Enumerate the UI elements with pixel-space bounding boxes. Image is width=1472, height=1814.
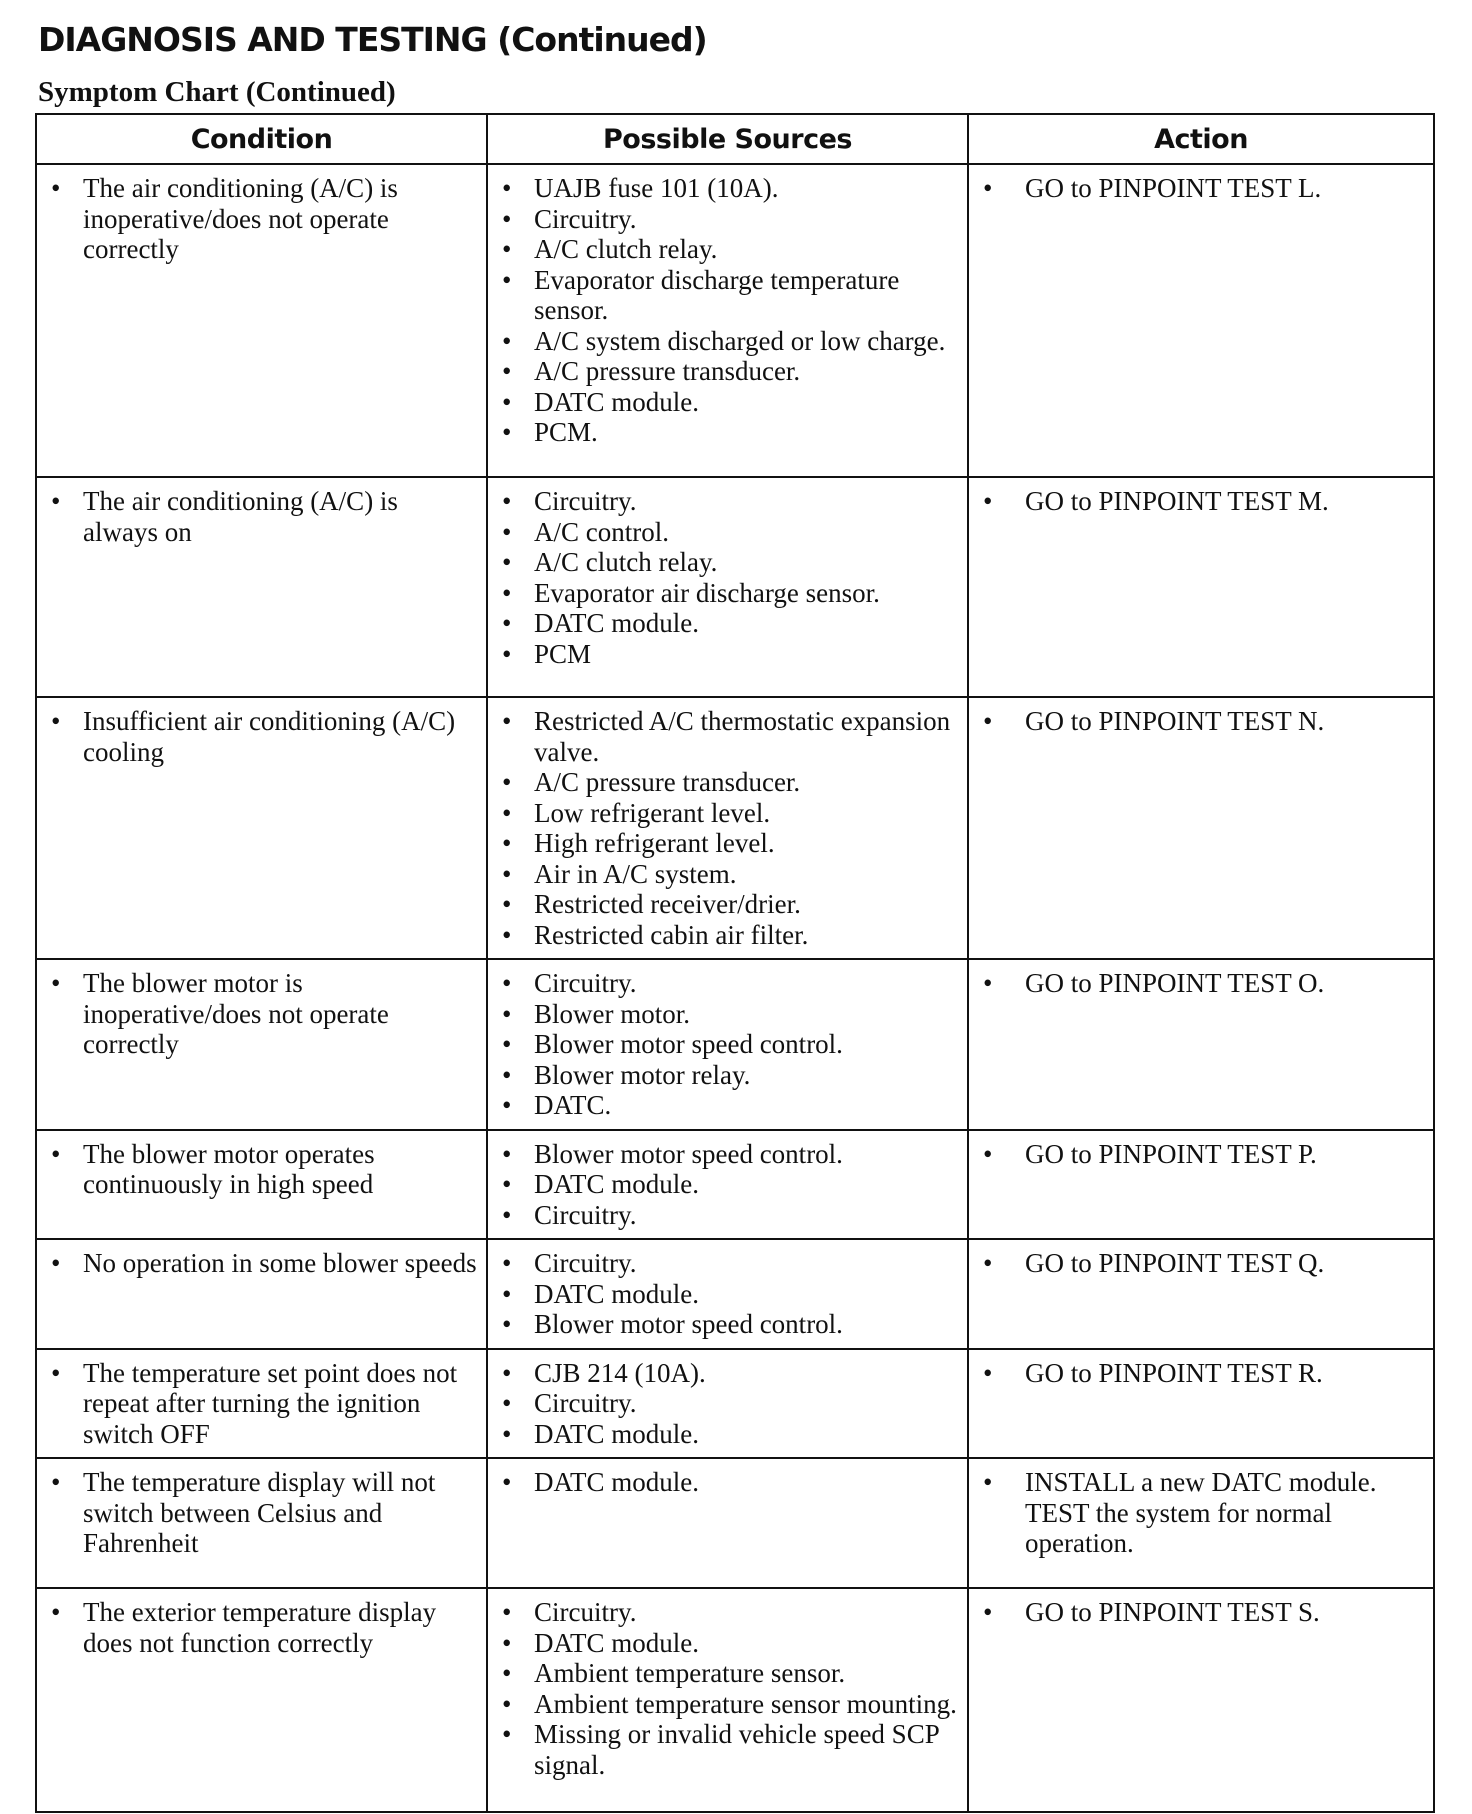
action-text: • GO to PINPOINT TEST R. <box>969 1358 1425 1389</box>
source-item: • Circuitry. <box>488 204 959 235</box>
condition-cell <box>36 697 487 959</box>
source-item: • Low refrigerant level. <box>488 798 959 829</box>
source-item: • PCM. <box>488 417 959 448</box>
action-cell <box>968 697 1434 959</box>
table-row <box>36 477 1434 697</box>
action-cell <box>968 959 1434 1130</box>
condition-cell <box>36 1349 487 1459</box>
source-item: • DATC module. <box>488 1419 959 1450</box>
sources-cell <box>487 1588 968 1812</box>
source-item: • Circuitry. <box>488 1388 959 1419</box>
source-item: • Circuitry. <box>488 1200 959 1231</box>
condition-cell <box>36 477 487 697</box>
source-item: • Air in A/C system. <box>488 859 959 890</box>
sources-cell <box>487 1239 968 1349</box>
action-text: • GO to PINPOINT TEST L. <box>969 173 1425 204</box>
source-item: • DATC module. <box>488 1628 959 1659</box>
header-possible-sources: Possible Sources <box>487 114 968 164</box>
source-item: • Ambient temperature sensor. <box>488 1658 959 1689</box>
source-item: • Circuitry. <box>488 1248 959 1279</box>
source-item: • DATC module. <box>488 1467 959 1498</box>
condition-text: • The exterior temperature display does not function correctly <box>37 1597 478 1658</box>
table-row <box>36 697 1434 959</box>
source-item: • Missing or invalid vehicle speed SCP signal. <box>488 1719 959 1780</box>
action-text: • GO to PINPOINT TEST O. <box>969 968 1425 999</box>
sources-cell <box>487 959 968 1130</box>
action-text: • GO to PINPOINT TEST M. <box>969 486 1425 517</box>
source-item: • A/C clutch relay. <box>488 234 959 265</box>
action-text: • INSTALL a new DATC module. TEST the system for normal operation. <box>969 1467 1425 1559</box>
source-item: • Circuitry. <box>488 968 959 999</box>
source-item: • CJB 214 (10A). <box>488 1358 959 1389</box>
source-item: • A/C control. <box>488 517 959 548</box>
action-text: • GO to PINPOINT TEST Q. <box>969 1248 1425 1279</box>
page-title: DIAGNOSIS AND TESTING (Continued) <box>38 20 707 59</box>
source-item: • Restricted A/C thermostatic expansion valve. <box>488 706 959 767</box>
table-row <box>36 1588 1434 1812</box>
action-cell <box>968 1130 1434 1240</box>
action-text: • GO to PINPOINT TEST N. <box>969 706 1425 737</box>
source-item: • Evaporator air discharge sensor. <box>488 578 959 609</box>
source-item: • Blower motor speed control. <box>488 1139 959 1170</box>
action-cell <box>968 1349 1434 1459</box>
source-item: • Restricted cabin air filter. <box>488 920 959 951</box>
symptom-chart-table <box>35 113 1435 1813</box>
action-cell <box>968 1588 1434 1812</box>
source-item: • A/C system discharged or low charge. <box>488 326 959 357</box>
header-condition: Condition <box>36 114 487 164</box>
source-item: • Evaporator discharge temperature sensor. <box>488 265 959 326</box>
source-item: • Blower motor speed control. <box>488 1029 959 1060</box>
source-item: • DATC module. <box>488 1279 959 1310</box>
condition-text: • The temperature display will not switch between Celsius and Fahrenheit <box>37 1467 478 1559</box>
table-row <box>36 959 1434 1130</box>
source-item: • Circuitry. <box>488 1597 959 1628</box>
table-header-row <box>36 114 1434 164</box>
condition-text: • The air conditioning (A/C) is always on <box>37 486 478 547</box>
condition-cell <box>36 1239 487 1349</box>
action-cell <box>968 477 1434 697</box>
condition-text: • No operation in some blower speeds <box>37 1248 478 1279</box>
table-row <box>36 164 1434 477</box>
source-item: • DATC module. <box>488 608 959 639</box>
section-subtitle: Symptom Chart (Continued) <box>38 76 396 108</box>
sources-cell <box>487 477 968 697</box>
sources-cell <box>487 697 968 959</box>
action-cell <box>968 1458 1434 1588</box>
condition-text: • Insufficient air conditioning (A/C) cooling <box>37 706 478 767</box>
sources-cell <box>487 1130 968 1240</box>
action-text: • GO to PINPOINT TEST P. <box>969 1139 1425 1170</box>
source-item: • A/C pressure transducer. <box>488 767 959 798</box>
header-action: Action <box>968 114 1434 164</box>
action-cell <box>968 1239 1434 1349</box>
source-item: • High refrigerant level. <box>488 828 959 859</box>
table-row <box>36 1130 1434 1240</box>
source-item: • Circuitry. <box>488 486 959 517</box>
source-item: • Restricted receiver/drier. <box>488 889 959 920</box>
condition-text: • The blower motor operates continuously in high speed <box>37 1139 478 1200</box>
condition-cell <box>36 959 487 1130</box>
action-cell <box>968 164 1434 477</box>
condition-text: • The temperature set point does not repeat after turning the ignition switch OFF <box>37 1358 478 1450</box>
sources-cell <box>487 1458 968 1588</box>
source-item: • DATC. <box>488 1090 959 1121</box>
table-row <box>36 1239 1434 1349</box>
source-item: • Blower motor. <box>488 999 959 1030</box>
condition-cell <box>36 1588 487 1812</box>
table-row <box>36 1458 1434 1588</box>
condition-text: • The blower motor is inoperative/does not operate correctly <box>37 968 478 1060</box>
table-row <box>36 1349 1434 1459</box>
source-item: • DATC module. <box>488 1169 959 1200</box>
source-item: • Blower motor relay. <box>488 1060 959 1091</box>
source-item: • Blower motor speed control. <box>488 1309 959 1340</box>
condition-cell <box>36 1458 487 1588</box>
source-item: • A/C pressure transducer. <box>488 356 959 387</box>
source-item: • Ambient temperature sensor mounting. <box>488 1689 959 1720</box>
sources-cell <box>487 1349 968 1459</box>
sources-cell <box>487 164 968 477</box>
source-item: • A/C clutch relay. <box>488 547 959 578</box>
condition-cell <box>36 1130 487 1240</box>
source-item: • PCM <box>488 639 959 670</box>
source-item: • DATC module. <box>488 387 959 418</box>
action-text: • GO to PINPOINT TEST S. <box>969 1597 1425 1628</box>
condition-cell <box>36 164 487 477</box>
source-item: • UAJB fuse 101 (10A). <box>488 173 959 204</box>
condition-text: • The air conditioning (A/C) is inoperative/does not operate correctly <box>37 173 478 265</box>
